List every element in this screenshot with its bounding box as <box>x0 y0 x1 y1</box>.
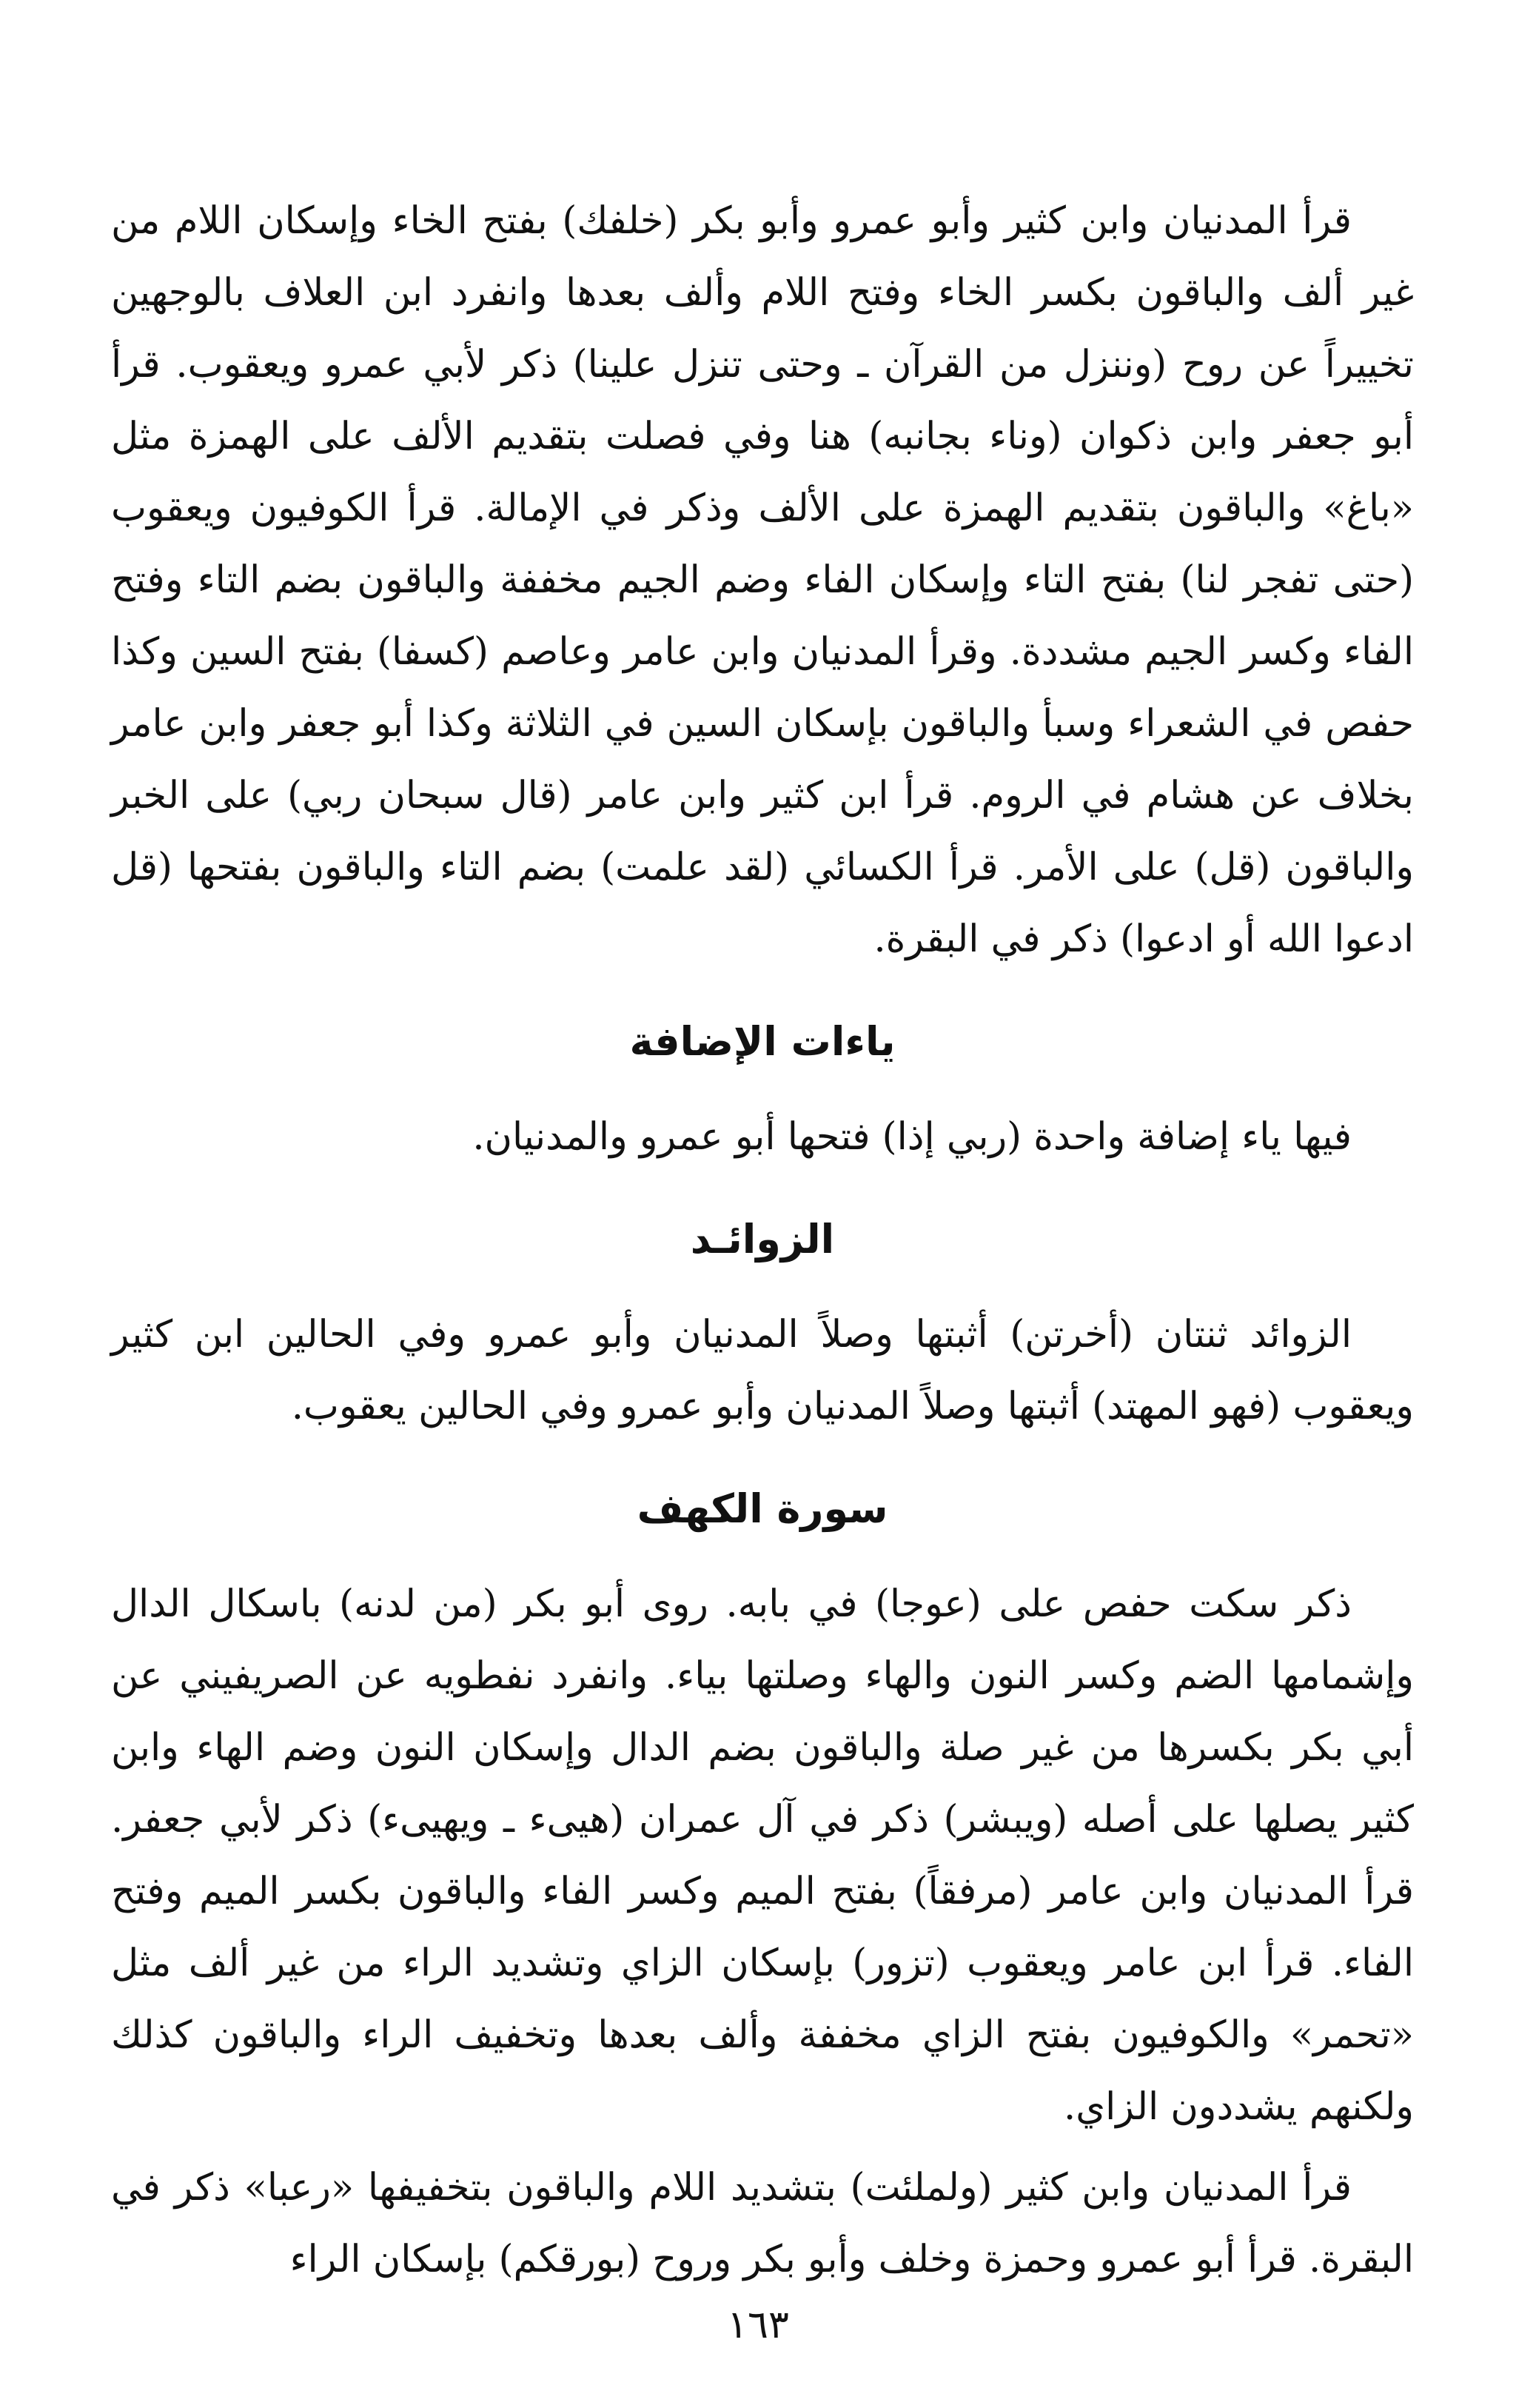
paragraph-qiraat-isra: قرأ المدنيان وابن كثير وأبو عمرو وأبو بكر (خلفك) بفتح الخاء وإسكان اللام من غير ألف والباقون بكسر الخاء وفتح اللام وألف بعدها وانفرد ابن العلاف بالوجهين تخييراً عن روح (وننزل من القرآن ـ وحتى تنزل علينا) ذكر لأبي عمرو ويعقوب. قرأ أبو جعفر وابن ذكوان (وناء بجانبه) هنا وفي فصلت بتقديم الألف على الهمزة مثل «باغ» والباقون بتقديم الهمزة على الألف وذكر في الإمالة. قرأ الكوفيون ويعقوب (حتى تفجر لنا) بفتح التاء وإسكان الفاء وضم الجيم مخففة والباقون بضم التاء وفتح الفاء وكسر الجيم مشددة. وقرأ المدنيان وابن عامر وعاصم (كسفا) بفتح السين وكذا حفص في الشعراء وسبأ والباقون بإسكان السين في الثلاثة وكذا أبو جعفر وابن عامر بخلاف عن هشام في الروم. قرأ ابن كثير وابن عامر (قال سبحان ربي) على الخبر والباقون (قل) على الأمر. قرأ الكسائي (لقد علمت) بضم التاء والباقون بفتحها (قل ادعوا الله أو ادعوا) ذكر في البقرة. <box>111 199 1414 961</box>
paragraph-zawaid: الزوائد ثنتان (أخرتن) أثبتها وصلاً المدنيان وأبو عمرو وفي الحالين ابن كثير ويعقوب (فهو المهتد) أثبتها وصلاً المدنيان وأبو عمرو وفي الحالين يعقوب. <box>111 1313 1414 1428</box>
paragraph-kahf-2: قرأ المدنيان وابن كثير (ولملئت) بتشديد اللام والباقون بتخفيفها «رعبا» ذكر في البقرة. قرأ أبو عمرو وحمزة وخلف وأبو بكر وروح (بورقكم) بإسكان الراء <box>111 2166 1414 2281</box>
page-number: ١٦٣ <box>727 2303 789 2347</box>
heading-surat-al-kahf: سورة الكهف <box>637 1485 888 1532</box>
page-body <box>111 185 1414 2295</box>
heading-zawaid: الزوائـد <box>690 1216 835 1262</box>
paragraph-yaat-idafa: فيها ياء إضافة واحدة (ربي إذا) فتحها أبو عمرو والمدنيان. <box>472 1115 1352 1159</box>
heading-yaat-idafa: ياءات الإضافة <box>629 1018 896 1065</box>
paragraph-kahf-1: ذكر سكت حفص على (عوجا) في بابه. روى أبو بكر (من لدنه) باسكال الدال وإشمامها الضم وكسر النون والهاء وصلتها بياء. وانفرد نفطويه عن الصريفيني عن أبي بكر بكسرها من غير صلة والباقون بضم الدال وإسكان النون وضم الهاء وابن كثير يصلها على أصله (ويبشر) ذكر في آل عمران (هيىء ـ ويهيىء) ذكر لأبي جعفر. قرأ المدنيان وابن عامر (مرفقاً) بفتح الميم وكسر الفاء والباقون بكسر الميم وفتح الفاء. قرأ ابن عامر ويعقوب (تزور) بإسكان الزاي وتشديد الراء من غير ألف مثل «تحمر» والكوفيون بفتح الزاي مخففة وألف بعدها وتخفيف الراء والباقون كذلك ولكنهم يشددون الزاي. <box>111 1582 1414 2129</box>
